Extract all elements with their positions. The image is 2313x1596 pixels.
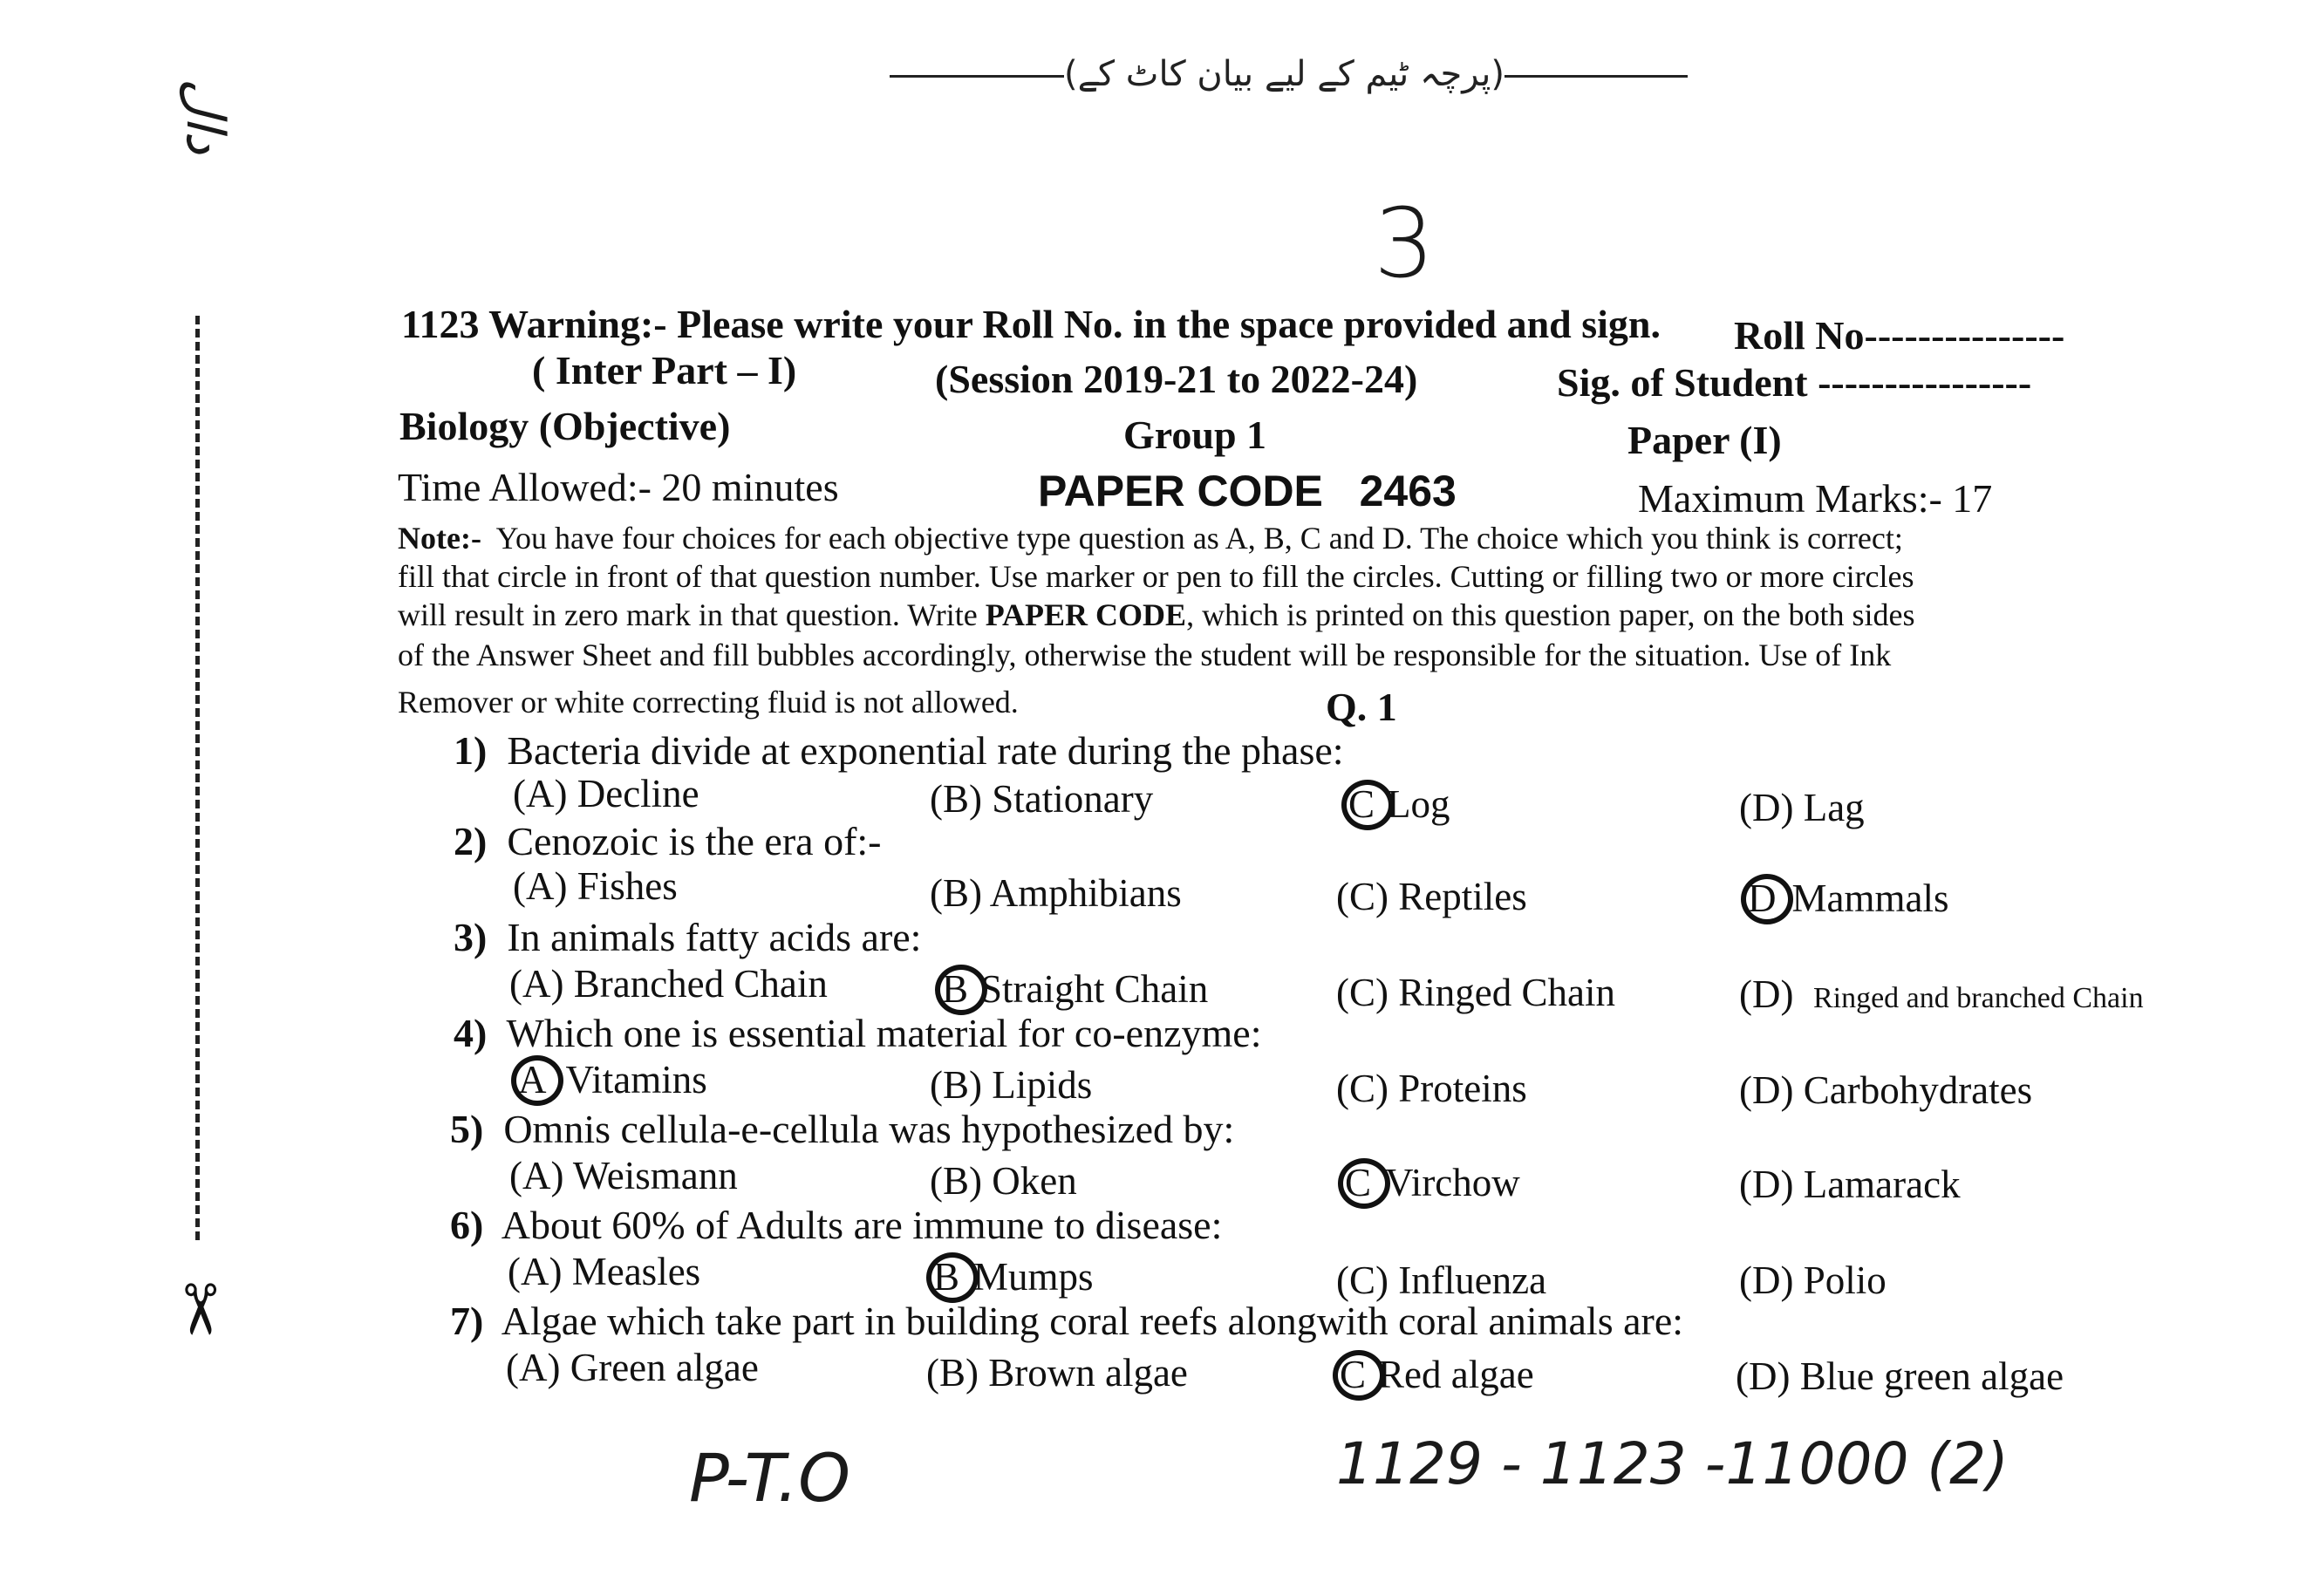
filled-circle-b[interactable]: B: [933, 1255, 960, 1299]
option-b[interactable]: [933, 1254, 1094, 1299]
option-c[interactable]: [1340, 1352, 1534, 1397]
option-c[interactable]: (C) Proteins: [1336, 1067, 1527, 1110]
option-c-text: Log: [1387, 782, 1450, 826]
question-text: Omnis cellula-e-cellula was hypothesized by:: [503, 1107, 1235, 1151]
filled-circle-b[interactable]: B: [942, 967, 969, 1011]
question-row: [450, 1298, 1683, 1344]
cut-line: [195, 316, 200, 1240]
scissor-icon: ✂: [159, 1279, 241, 1340]
option-a[interactable]: (A) Branched Chain: [509, 962, 828, 1006]
option-b[interactable]: (B) Lipids: [930, 1063, 1093, 1107]
option-d-text: Mammals: [1791, 876, 1949, 920]
question-number: 3): [454, 915, 488, 959]
option-a[interactable]: (A) Green algae: [506, 1346, 759, 1389]
warning-text: Warning:- Please write your Roll No. in the space provided and sign.: [488, 302, 1661, 346]
question-number: 6): [450, 1203, 484, 1247]
note-paper-code: PAPER CODE: [985, 597, 1187, 632]
option-c[interactable]: (C) Reptiles: [1336, 875, 1527, 918]
option-d[interactable]: (D) Polio: [1739, 1258, 1887, 1302]
question-1-label: Q. 1: [1326, 685, 1397, 729]
option-d[interactable]: (D) Lag: [1739, 786, 1865, 829]
handwritten-code: 1129 - 1123 -11000 (2): [1336, 1430, 2009, 1497]
paper-code-value: 2463: [1359, 467, 1457, 515]
option-b[interactable]: (B) Oken: [930, 1159, 1077, 1203]
urdu-header-text: (پرچہ ٹیم کے لیے بیان کاٹ کے): [1064, 54, 1504, 94]
question-text: About 60% of Adults are immune to disease:: [501, 1203, 1223, 1247]
note-line-2: fill that circle in front of that question number. Use marker or pen to fill the circles. Cutting or filling two or more circles: [398, 559, 1914, 594]
option-d-text: Ringed and branched Chain: [1812, 982, 2144, 1014]
question-row: [454, 1010, 1261, 1056]
question-number: 5): [450, 1107, 484, 1151]
option-c[interactable]: (C) Ringed Chain: [1336, 971, 1615, 1014]
part-label: ( Inter Part – I): [532, 348, 797, 392]
paper-code: [1038, 466, 1457, 516]
option-a[interactable]: [518, 1057, 707, 1102]
question-text: Bacteria divide at exponential rate during the phase:: [507, 728, 1344, 773]
question-row: [454, 727, 1344, 774]
warning-line: [401, 301, 1661, 347]
option-b[interactable]: (B) Brown algae: [926, 1351, 1188, 1395]
option-d[interactable]: [1748, 876, 1948, 921]
filled-circle-c[interactable]: C: [1345, 1161, 1372, 1204]
question-text: Which one is essential material for co-enzyme:: [506, 1011, 1262, 1055]
option-d[interactable]: (D) Blue green algae: [1736, 1354, 2064, 1398]
urdu-header: [881, 54, 1696, 94]
option-c-text: Red algae: [1378, 1353, 1534, 1396]
paper-label: Paper (I): [1627, 418, 1782, 462]
option-a-text: Vitamins: [565, 1058, 707, 1102]
subject-label: Biology (Objective): [399, 404, 731, 448]
filled-circle-a[interactable]: A: [518, 1058, 547, 1102]
option-b-text: Straight Chain: [980, 967, 1209, 1011]
option-c[interactable]: (C) Influenza: [1336, 1258, 1547, 1302]
note-text-3c: , which is printed on this question paper, on the both sides: [1186, 597, 1915, 632]
option-b[interactable]: [942, 966, 1208, 1012]
roll-no-field[interactable]: Roll No---------------: [1734, 313, 2065, 358]
option-c[interactable]: [1348, 781, 1450, 827]
please-turn-over: P-T.O: [689, 1439, 850, 1517]
question-number: 4): [454, 1011, 488, 1055]
option-a[interactable]: (A) Decline: [513, 772, 699, 815]
question-text: Algae which take part in building coral reefs alongwith coral animals are:: [501, 1299, 1684, 1343]
note-line-1: [398, 520, 1903, 557]
question-number: 1): [454, 728, 488, 773]
filled-circle-c[interactable]: C: [1340, 1353, 1367, 1396]
option-b[interactable]: (B) Amphibians: [930, 871, 1182, 915]
note-label: Note:-: [398, 521, 481, 556]
option-d[interactable]: (D) Lamarack: [1739, 1163, 1961, 1206]
option-c-text: Virchow: [1385, 1161, 1520, 1204]
filled-circle-c[interactable]: C: [1348, 782, 1375, 826]
question-row: [450, 1106, 1234, 1152]
option-a[interactable]: (A) Measles: [508, 1250, 701, 1293]
option-c[interactable]: [1345, 1160, 1520, 1205]
question-number: 2): [454, 819, 488, 863]
question-number: 7): [450, 1299, 484, 1343]
note-line-3: [398, 597, 1915, 634]
session-label: (Session 2019-21 to 2022-24): [935, 357, 1418, 401]
maximum-marks: Maximum Marks:- 17: [1638, 476, 1993, 521]
option-d[interactable]: (D) Carbohydrates: [1739, 1068, 2033, 1112]
question-row: [454, 914, 921, 960]
signature-field[interactable]: Sig. of Student ----------------: [1557, 360, 2032, 405]
option-a[interactable]: (A) Weismann: [509, 1154, 738, 1197]
option-d[interactable]: [1739, 972, 2144, 1017]
group-label: Group 1: [1123, 413, 1267, 457]
note-text-3a: will result in zero mark in that question. Write: [398, 597, 986, 632]
note-line-5: Remover or white correcting fluid is not allowed.: [398, 685, 1019, 720]
handwritten-page-number: 3: [1374, 188, 1435, 299]
note-line-4: of the Answer Sheet and fill bubbles accordingly, otherwise the student will be responsible for the situation. Use of Ink: [398, 638, 1892, 672]
note-text-1: You have four choices for each objective type question as A, B, C and D. The choice which you think is correct;: [495, 521, 1903, 556]
question-row: [450, 1202, 1222, 1248]
paper-serial: 1123: [401, 302, 480, 346]
question-text: Cenozoic is the era of:-: [507, 819, 882, 863]
option-b-text: Mumps: [973, 1255, 1094, 1299]
paper-code-label: PAPER CODE: [1038, 467, 1323, 515]
margin-handwriting: دال: [174, 78, 235, 154]
option-a[interactable]: (A) Fishes: [513, 864, 678, 908]
option-d-prefix: (D): [1739, 972, 1794, 1016]
time-allowed: Time Allowed:- 20 minutes: [398, 465, 839, 509]
question-row: [454, 818, 882, 864]
filled-circle-d[interactable]: D: [1748, 876, 1777, 920]
question-text: In animals fatty acids are:: [507, 915, 922, 959]
option-b[interactable]: (B) Stationary: [930, 777, 1154, 821]
